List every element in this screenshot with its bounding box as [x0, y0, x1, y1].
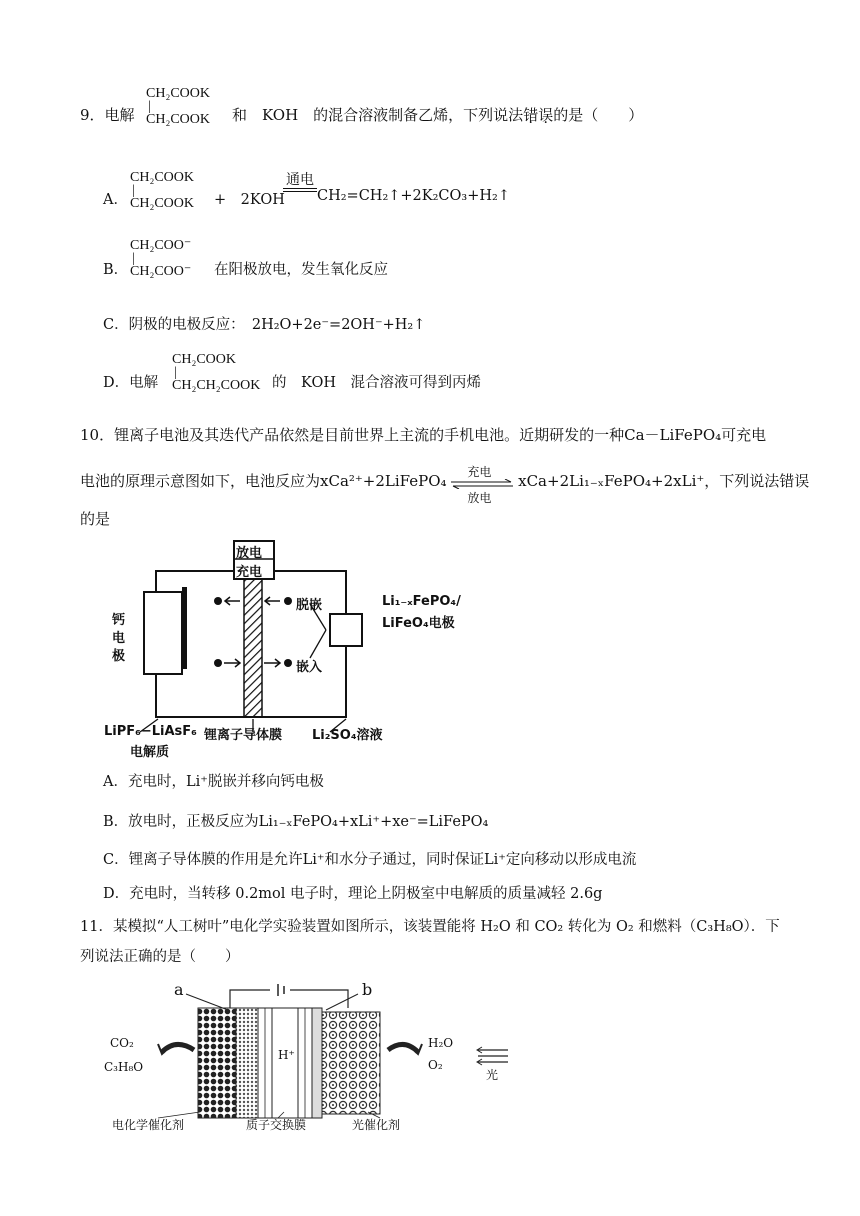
h2o-label: H₂O [428, 1036, 454, 1050]
q10-option-a: A．充电时，Li⁺脱嵌并移向钙电极 [103, 774, 324, 790]
q9-option-a-label: A． [103, 192, 128, 208]
q10-stem-line1: 10．锂离子电池及其迭代产品依然是目前世界上主流的手机电池。近期研发的一种Ca－LiFePO₄可充电 [80, 426, 767, 444]
q11-stem-line2: 列说法正确的是（ ） [80, 949, 240, 965]
q9-option-d-text: 的 KOH 混合溶液可得到丙烯 [272, 375, 481, 391]
q9-option-b-text: 在阳极放电，发生氧化反应 [214, 262, 388, 278]
q10-stem-line3: 的是 [80, 510, 111, 528]
q9-stem: 和 KOH 的混合溶液制备乙烯，下列说法 [232, 106, 524, 124]
q9-emph-2: 误 [538, 106, 554, 124]
cathode-label-1: Li₁₋ₓFePO₄/ [382, 594, 461, 609]
q9-option-d-label: D．电解 [103, 375, 159, 391]
artificial-leaf-schematic [98, 980, 518, 1132]
q9-option-c-text: C．阴极的电极反应： 2H₂O+2e⁻=2OH⁻+H₂↑ [103, 317, 426, 333]
solution-label: Li₂SO₄溶液 [312, 728, 383, 743]
light-label: 光 [486, 1068, 499, 1082]
q9-option-a-products: CH₂=CH₂↑+2K₂CO₃+H₂↑ [317, 188, 510, 204]
q10-option-b: B．放电时，正极反应为Li₁₋ₓFePO₄+xLi⁺+xe⁻=LiFePO₄ [103, 814, 489, 830]
electrocatalyst-label: 电化学催化剂 [112, 1118, 185, 1132]
q10-option-d: D．充电时，当转移 0.2mol 电子时，理论上阴极室中电解质的质量减轻 2.6g [103, 886, 603, 902]
q9-option-b-label: B． [103, 262, 129, 278]
deintercalate-label: 脱嵌 [296, 598, 323, 613]
switch-discharge-label: 放电 [236, 546, 263, 561]
electrode-a-label: a [174, 980, 184, 999]
co2-label: CO₂ [110, 1036, 134, 1050]
electrolyte-label-2: 电解质 [130, 745, 170, 760]
q9-succinate-structure: CH₂COOK | CH₂COOK [146, 86, 210, 127]
q9-option-d-structure: CH₂COOK | CH₂CH₂COOK [172, 352, 261, 393]
switch-charge-label: 充电 [236, 565, 263, 580]
q9-option-a-condition: 通电 [283, 172, 317, 192]
q9-option-b-structure: CH₂COO⁻ | CH₂COO⁻ [130, 238, 192, 279]
q10-reversible-arrow: 充电 放电 [451, 471, 513, 493]
q9-prefix: 电解 [104, 106, 135, 124]
q9-option-a-structure: CH₂COOK | CH₂COOK [130, 170, 194, 211]
q9-option-a-reactant: + 2KOH [214, 192, 285, 208]
electrolyte-label-1: LiPF₆−LiAsF₆ [104, 724, 197, 739]
membrane-label: 锂离子导体膜 [204, 728, 283, 743]
q10-battery-diagram [100, 538, 460, 760]
q9-stem-end: 的是（ ） [553, 106, 644, 124]
c3h8o-label: C₃H₈O [104, 1060, 144, 1074]
q10-stem-line2: 电池的原理示意图如下，电池反应为xCa²⁺+2LiFePO₄ 充电 放电 xCa+2Li₁₋ₓFePO₄+2xLi⁺，下列说法错误 [80, 465, 810, 505]
photocatalyst-label: 光催化剂 [352, 1118, 401, 1132]
q10-option-c: C．锂离子导体膜的作用是允许Li⁺和水分子通过，同时保证Li⁺定向移动以形成电流 [103, 852, 637, 868]
q9-emph-1: 错 [523, 106, 539, 124]
o2-label: O₂ [428, 1058, 443, 1072]
proton-membrane-label: 质子交换膜 [246, 1118, 307, 1132]
q9-number: 9． [80, 106, 105, 124]
q11-artificial-leaf-diagram [98, 980, 518, 1132]
proton-label: H⁺ [278, 1048, 295, 1062]
intercalate-label: 嵌入 [296, 660, 323, 675]
cathode-label-2: LiFeO₄电极 [382, 616, 455, 631]
electrode-b-label: b [362, 980, 373, 999]
calcium-electrode-label: 钙 电 极 [112, 613, 126, 664]
q11-stem-line1: 11．某模拟“人工树叶”电化学实验装置如图所示，该装置能将 H₂O 和 CO₂ 转化为 O₂ 和燃料（C₃H₈O）．下 [80, 919, 780, 935]
